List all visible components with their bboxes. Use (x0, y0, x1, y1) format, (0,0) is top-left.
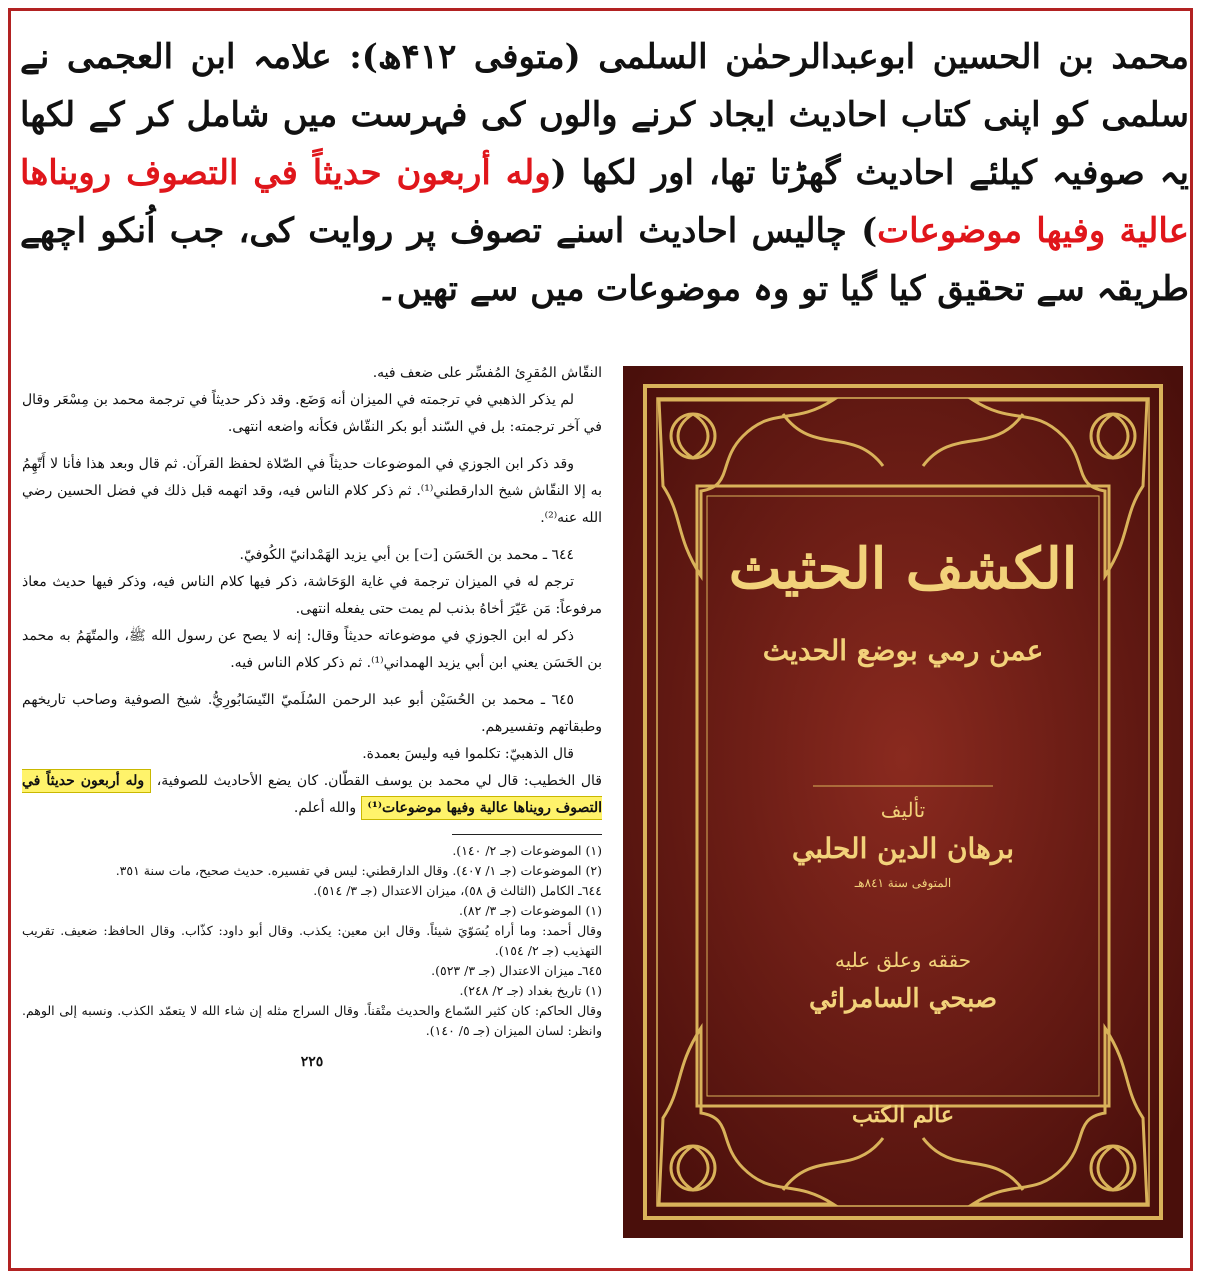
footnote: ٦٤٥ـ ميزان الاعتدال (جـ ٣/ ٥٢٣). (431, 963, 602, 978)
footnote: وقال الحاكم: كان كثير السّماع والحديث متْقناً. وقال السراج مثله إن شاء الله لا يتعمّد الكذب. ونسبه إلى الوهم. وانظر: لسان الميزان (جـ ٥/ ١٤٠). (22, 1003, 602, 1038)
book-editor-label: حققه وعلق عليه (834, 948, 972, 972)
scan-para-9-start: قال الخطيب: قال لي محمد بن يوسف القطّان. كان يضع الأحاديث للصوفية، (156, 773, 602, 789)
book-author-label: تأليف (880, 798, 926, 822)
footnote-divider (452, 834, 602, 835)
footnote: (١) الموضوعات (جـ ٢/ ١٤٠). (452, 843, 602, 858)
scan-para-9 (22, 768, 602, 822)
urdu-text-part2: ) چالیس احادیث اسنے تصوف پر روایت کی، جب اُنکو اچھے طریقہ سے تحقیق کیا گیا تو وہ موضوعات میں سے تھیں۔ (20, 211, 1189, 309)
entry-644-heading: ٦٤٤ ـ محمد بن الحَسَن [ت] بن أبي يزيد الهَمْدانيّ الكُوفيّ. (239, 547, 574, 563)
book-author-note: المتوفى سنة ٨٤١هـ (854, 876, 952, 890)
book-author: برهان الدين الحلبي (791, 832, 1015, 865)
scanned-book-page (22, 360, 602, 1076)
book-publisher: عالم الكتب (851, 1102, 955, 1128)
urdu-red-arabic-quote: وله أربعون حديثاً في التصوف رويناها عالية وفيها موضوعات (20, 153, 1189, 251)
book-subtitle: عمن رمي بوضع الحديث (762, 634, 1044, 667)
book-editor: صبحي السامرائي (808, 984, 998, 1014)
scan-para-2: لم يذكر الذهبي في ترجمته في الميزان أنه وَضَع. وقد ذكر حديثاً في ترجمة محمد بن مِسْعَر وقال في آخر ترجمته: بل في السّند أبو بكر النقّاش فكأنه واضعه انتهى. (22, 392, 602, 435)
scan-para-6: ذكر له ابن الجوزي في موضوعاته حديثاً وقال: إنه لا يصح عن رسول الله ﷺ، والمتّهَمُ به محمد بن الحَسَن يعني ابن أبي يزيد الهمداني⁽¹⁾. ثم ذكر كلام الناس فيه. (22, 628, 602, 671)
scan-para-3: وقد ذكر ابن الجوزي في الموضوعات حديثاً في الصّلاة لحفظ القرآن. ثم قال وبعد هذا فأنا لا أَتّهِمُ به إلا النقّاش شيخ الدارقطني⁽¹⁾. ثم ذكر كلام الناس فيه، وقد اتهمه قبل ذلك في فضل الحسين رضي الله عنه⁽²⁾. (22, 456, 602, 526)
urdu-commentary (20, 28, 1189, 318)
footnote: وقال أحمد: وما أراه يُسَوّيَ شيئاً. وقال ابن معين: يكذب. وقال أبو داود: كذّاب. وقال الحافظ: ضعيف. تقريب التهذيب (جـ ٢/ ١٥٤). (22, 923, 602, 958)
footnote: (١) تاريخ بغداد (جـ ٢/ ٢٤٨). (459, 983, 602, 998)
book-title: الكشف الحثيث (728, 536, 1078, 602)
scan-para-1: النقّاش المُقرِئ المُفسِّر على ضعف فيه. (372, 365, 602, 381)
entry-645-heading: ٦٤٥ ـ محمد بن الحُسَيْن أبو عبد الرحمن السُلَميّ النّيسَابُورِيُّ. شيخ الصوفية وصاحب تاريخهم وطبقاتهم وتفسيرهم. (22, 692, 602, 735)
scan-para-8: قال الذهبيّ: تكلموا فيه وليسَ بعمدة. (362, 746, 574, 762)
page-number: ٢٢٥ (300, 1054, 324, 1070)
scan-para-5: ترجم له في الميزان ترجمة في غاية الوَحَاشة، ذكر فيها كلام الناس فيه، وذكر فيها حديث معاذ مرفوعاً: مَن عَيّرَ أخاهُ بذنب لم يمت حتى يفعله انتهى. (22, 574, 602, 617)
book-cover-image (623, 366, 1183, 1238)
urdu-text-part1: محمد بن الحسین ابوعبدالرحمٰن السلمی (متوفی ۴۱۲ھ): علامہ ابن العجمی نے سلمی کو اپنی کتاب احادیث ایجاد کرنے والوں کی فہرست میں شامل کر کے لکھا یہ صوفیہ کیلئے احادیث گھڑتا تھا، اور لکھا ( (20, 37, 1190, 193)
highlighted-quote: وله أربعون حديثاً في التصوف رويناها عالية وفيها موضوعات⁽¹⁾ (22, 769, 602, 820)
scan-para-9-end: والله أعلم. (293, 800, 357, 816)
footnote: (٢) الموضوعات (جـ ١/ ٤٠٧). وقال الدارقطني: ليس في تفسيره. حديث صحيح، مات سنة ٣٥١. (115, 863, 602, 878)
footnote: ٦٤٤ـ الكامل (الثالث ق ٥٨)، ميزان الاعتدال (جـ ٣/ ٥١٤). (313, 883, 602, 898)
footnote: (١) الموضوعات (جـ ٣/ ٨٢). (459, 903, 602, 918)
